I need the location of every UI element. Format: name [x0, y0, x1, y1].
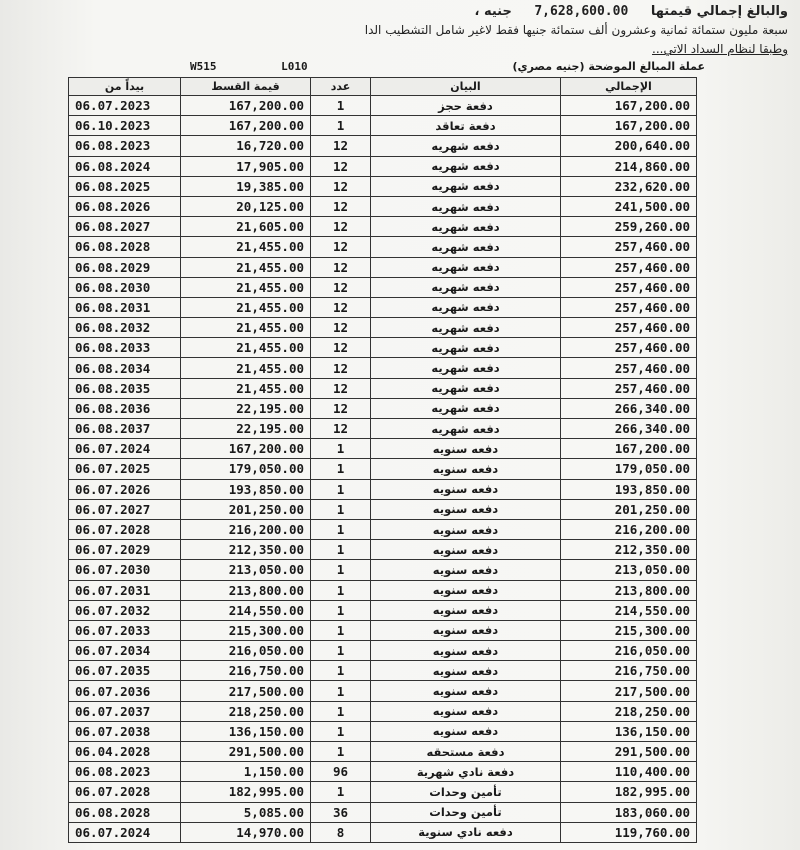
cell-total: 136,150.00 [561, 721, 697, 741]
cell-description: دفعه شهريه [371, 176, 561, 196]
cell-count: 12 [311, 176, 371, 196]
cell-count: 1 [311, 620, 371, 640]
cell-description: دفعه سنويه [371, 681, 561, 701]
cell-total: 216,750.00 [561, 661, 697, 681]
cell-date: 06.10.2023 [69, 116, 181, 136]
cell-count: 12 [311, 156, 371, 176]
cell-description: دفعة نادي شهرية [371, 762, 561, 782]
payment-system-intro: وطبقا لنظام السداد الاتي... [652, 42, 788, 56]
cell-installment: 21,455.00 [181, 358, 311, 378]
cell-total: 218,250.00 [561, 701, 697, 721]
cell-count: 1 [311, 519, 371, 539]
cell-count: 1 [311, 721, 371, 741]
cell-description: دفعه شهريه [371, 196, 561, 216]
cell-installment: 21,455.00 [181, 237, 311, 257]
cell-date: 06.08.2023 [69, 136, 181, 156]
cell-count: 12 [311, 318, 371, 338]
table-row [69, 499, 697, 519]
cell-date: 06.08.2028 [69, 237, 181, 257]
cell-total: 266,340.00 [561, 419, 697, 439]
cell-description: دفعه سنويه [371, 580, 561, 600]
table-row [69, 318, 697, 338]
cell-total: 201,250.00 [561, 499, 697, 519]
table-row [69, 338, 697, 358]
cell-installment: 218,250.00 [181, 701, 311, 721]
table-row [69, 196, 697, 216]
cell-installment: 21,455.00 [181, 318, 311, 338]
cell-description: دفعه شهريه [371, 338, 561, 358]
unit-codes [190, 60, 366, 73]
cell-installment: 217,500.00 [181, 681, 311, 701]
cell-date: 06.07.2030 [69, 560, 181, 580]
total-amount-label: والبالغ إجمالي قيمتها [650, 4, 788, 19]
cell-date: 06.07.2028 [69, 519, 181, 539]
cell-date: 06.07.2025 [69, 459, 181, 479]
cell-date: 06.08.2024 [69, 156, 181, 176]
col-header-installment: قيمة القسط [181, 78, 311, 96]
table-row [69, 600, 697, 620]
cell-description: دفعه شهريه [371, 378, 561, 398]
col-header-description: البيان [371, 78, 561, 96]
cell-count: 1 [311, 499, 371, 519]
cell-installment: 216,200.00 [181, 519, 311, 539]
cell-total: 257,460.00 [561, 237, 697, 257]
cell-date: 06.08.2029 [69, 257, 181, 277]
cell-installment: 21,455.00 [181, 378, 311, 398]
cell-total: 257,460.00 [561, 257, 697, 277]
table-row [69, 176, 697, 196]
cell-total: 167,200.00 [561, 439, 697, 459]
cell-date: 06.07.2033 [69, 620, 181, 640]
cell-installment: 167,200.00 [181, 96, 311, 116]
cell-installment: 213,800.00 [181, 580, 311, 600]
cell-description: دفعه سنويه [371, 661, 561, 681]
cell-count: 12 [311, 257, 371, 277]
total-amount-currency: جنيه ، [474, 4, 512, 19]
cell-total: 217,500.00 [561, 681, 697, 701]
cell-total: 257,460.00 [561, 318, 697, 338]
table-row [69, 136, 697, 156]
cell-count: 1 [311, 96, 371, 116]
cell-installment: 136,150.00 [181, 721, 311, 741]
cell-description: دفعه سنويه [371, 499, 561, 519]
cell-installment: 21,455.00 [181, 297, 311, 317]
table-row [69, 742, 697, 762]
cell-count: 96 [311, 762, 371, 782]
table-row [69, 358, 697, 378]
cell-count: 12 [311, 237, 371, 257]
table-row [69, 802, 697, 822]
cell-total: 214,550.00 [561, 600, 697, 620]
cell-total: 291,500.00 [561, 742, 697, 762]
cell-total: 182,995.00 [561, 782, 697, 802]
cell-description: دفعه سنويه [371, 519, 561, 539]
cell-total: 215,300.00 [561, 620, 697, 640]
cell-date: 06.08.2030 [69, 277, 181, 297]
cell-total: 257,460.00 [561, 277, 697, 297]
col-header-count: عدد [311, 78, 371, 96]
cell-total: 266,340.00 [561, 398, 697, 418]
table-row [69, 620, 697, 640]
cell-date: 06.08.2034 [69, 358, 181, 378]
table-row [69, 217, 697, 237]
cell-count: 1 [311, 661, 371, 681]
cell-date: 06.08.2033 [69, 338, 181, 358]
cell-count: 1 [311, 560, 371, 580]
table-row [69, 237, 697, 257]
cell-installment: 216,750.00 [181, 661, 311, 681]
table-row [69, 701, 697, 721]
cell-description: دفعه شهريه [371, 358, 561, 378]
table-row [69, 822, 697, 842]
cell-count: 1 [311, 681, 371, 701]
cell-date: 06.08.2025 [69, 176, 181, 196]
cell-count: 12 [311, 136, 371, 156]
table-header-row [69, 78, 697, 96]
cell-date: 06.07.2024 [69, 822, 181, 842]
cell-installment: 167,200.00 [181, 439, 311, 459]
cell-total: 257,460.00 [561, 378, 697, 398]
table-row [69, 519, 697, 539]
cell-count: 1 [311, 580, 371, 600]
cell-installment: 291,500.00 [181, 742, 311, 762]
cell-description: دفعه شهريه [371, 257, 561, 277]
cell-date: 06.08.2026 [69, 196, 181, 216]
cell-date: 06.04.2028 [69, 742, 181, 762]
cell-count: 1 [311, 701, 371, 721]
cell-count: 12 [311, 297, 371, 317]
cell-description: دفعه سنويه [371, 641, 561, 661]
cell-description: تأمين وحدات [371, 782, 561, 802]
cell-installment: 16,720.00 [181, 136, 311, 156]
cell-installment: 182,995.00 [181, 782, 311, 802]
cell-count: 8 [311, 822, 371, 842]
payment-schedule-table [68, 77, 697, 843]
cell-installment: 21,455.00 [181, 338, 311, 358]
table-row [69, 762, 697, 782]
cell-date: 06.08.2036 [69, 398, 181, 418]
cell-installment: 213,050.00 [181, 560, 311, 580]
cell-total: 212,350.00 [561, 540, 697, 560]
cell-count: 12 [311, 378, 371, 398]
cell-description: دفعه سنويه [371, 600, 561, 620]
cell-count: 36 [311, 802, 371, 822]
cell-total: 200,640.00 [561, 136, 697, 156]
table-row [69, 439, 697, 459]
cell-description: دفعه سنويه [371, 560, 561, 580]
cell-total: 257,460.00 [561, 297, 697, 317]
cell-date: 06.07.2037 [69, 701, 181, 721]
cell-date: 06.08.2028 [69, 802, 181, 822]
cell-date: 06.08.2032 [69, 318, 181, 338]
cell-installment: 20,125.00 [181, 196, 311, 216]
table-row [69, 116, 697, 136]
cell-installment: 21,605.00 [181, 217, 311, 237]
cell-description: دفعه شهريه [371, 419, 561, 439]
cell-description: دفعه شهريه [371, 136, 561, 156]
cell-installment: 17,905.00 [181, 156, 311, 176]
cell-total: 193,850.00 [561, 479, 697, 499]
cell-installment: 21,455.00 [181, 257, 311, 277]
cell-date: 06.07.2028 [69, 782, 181, 802]
table-row [69, 782, 697, 802]
cell-installment: 214,550.00 [181, 600, 311, 620]
cell-installment: 22,195.00 [181, 419, 311, 439]
cell-date: 06.07.2023 [69, 96, 181, 116]
cell-description: دفعه شهريه [371, 277, 561, 297]
cell-total: 183,060.00 [561, 802, 697, 822]
table-row [69, 580, 697, 600]
table-row [69, 459, 697, 479]
cell-description: تأمين وحدات [371, 802, 561, 822]
cell-description: دفعة مستحقه [371, 742, 561, 762]
cell-count: 1 [311, 600, 371, 620]
cell-date: 06.08.2037 [69, 419, 181, 439]
cell-total: 179,050.00 [561, 459, 697, 479]
cell-installment: 19,385.00 [181, 176, 311, 196]
cell-installment: 212,350.00 [181, 540, 311, 560]
cell-count: 12 [311, 398, 371, 418]
cell-count: 1 [311, 540, 371, 560]
building-code: W515 [190, 60, 217, 73]
total-amount-line [168, 2, 788, 21]
cell-count: 1 [311, 439, 371, 459]
table-body [69, 96, 697, 843]
cell-count: 12 [311, 217, 371, 237]
cell-count: 1 [311, 742, 371, 762]
cell-count: 1 [311, 459, 371, 479]
cell-installment: 193,850.00 [181, 479, 311, 499]
cell-installment: 216,050.00 [181, 641, 311, 661]
col-header-date: بيداً من [69, 78, 181, 96]
table-row [69, 96, 697, 116]
table-row [69, 156, 697, 176]
table-row [69, 398, 697, 418]
table-row [69, 277, 697, 297]
cell-installment: 14,970.00 [181, 822, 311, 842]
cell-date: 06.07.2027 [69, 499, 181, 519]
cell-total: 213,800.00 [561, 580, 697, 600]
cell-total: 216,050.00 [561, 641, 697, 661]
table-row [69, 681, 697, 701]
cell-description: دفعه سنويه [371, 479, 561, 499]
cell-description: دفعه سنويه [371, 620, 561, 640]
table-row [69, 721, 697, 741]
cell-date: 06.07.2035 [69, 661, 181, 681]
cell-date: 06.07.2036 [69, 681, 181, 701]
cell-count: 1 [311, 782, 371, 802]
table-row [69, 297, 697, 317]
contract-header [168, 2, 788, 59]
cell-date: 06.07.2024 [69, 439, 181, 459]
table-row [69, 540, 697, 560]
cell-total: 259,260.00 [561, 217, 697, 237]
cell-description: دفعه سنويه [371, 701, 561, 721]
cell-description: دفعه سنويه [371, 540, 561, 560]
cell-count: 12 [311, 338, 371, 358]
cell-installment: 179,050.00 [181, 459, 311, 479]
cell-installment: 5,085.00 [181, 802, 311, 822]
cell-total: 214,860.00 [561, 156, 697, 176]
cell-total: 241,500.00 [561, 196, 697, 216]
amount-in-words: سبعة مليون ستمائة ثمانية وعشرون ألف ستمائة جنيها فقط لاغير شامل التشطيب الدا [364, 23, 788, 37]
cell-installment: 21,455.00 [181, 277, 311, 297]
currency-note: عملة المبالغ الموضحة (جنيه مصري) [512, 60, 705, 73]
cell-installment: 215,300.00 [181, 620, 311, 640]
cell-total: 119,760.00 [561, 822, 697, 842]
cell-description: دفعه شهريه [371, 297, 561, 317]
cell-description: دفعة حجز [371, 96, 561, 116]
cell-total: 257,460.00 [561, 358, 697, 378]
cell-description: دفعة تعاقد [371, 116, 561, 136]
cell-count: 1 [311, 116, 371, 136]
cell-total: 257,460.00 [561, 338, 697, 358]
cell-count: 1 [311, 641, 371, 661]
unit-code: L010 [281, 60, 308, 73]
cell-description: دفعه سنويه [371, 459, 561, 479]
table-row [69, 661, 697, 681]
cell-date: 06.07.2029 [69, 540, 181, 560]
cell-description: دفعه شهريه [371, 217, 561, 237]
cell-installment: 22,195.00 [181, 398, 311, 418]
cell-total: 110,400.00 [561, 762, 697, 782]
cell-description: دفعه نادي سنوية [371, 822, 561, 842]
cell-count: 12 [311, 358, 371, 378]
cell-date: 06.08.2027 [69, 217, 181, 237]
cell-total: 216,200.00 [561, 519, 697, 539]
col-header-total: الإجمالي [561, 78, 697, 96]
cell-count: 12 [311, 419, 371, 439]
cell-total: 232,620.00 [561, 176, 697, 196]
cell-description: دفعه شهريه [371, 398, 561, 418]
cell-installment: 201,250.00 [181, 499, 311, 519]
table-row [69, 257, 697, 277]
cell-total: 167,200.00 [561, 96, 697, 116]
cell-date: 06.08.2035 [69, 378, 181, 398]
cell-date: 06.07.2026 [69, 479, 181, 499]
cell-date: 06.08.2031 [69, 297, 181, 317]
cell-date: 06.07.2034 [69, 641, 181, 661]
cell-installment: 1,150.00 [181, 762, 311, 782]
cell-date: 06.08.2023 [69, 762, 181, 782]
total-amount-value: 7,628,600.00 [534, 4, 629, 19]
cell-date: 06.07.2031 [69, 580, 181, 600]
cell-description: دفعه سنويه [371, 721, 561, 741]
table-row [69, 641, 697, 661]
cell-description: دفعه سنويه [371, 439, 561, 459]
cell-count: 12 [311, 196, 371, 216]
cell-description: دفعه شهريه [371, 237, 561, 257]
cell-count: 1 [311, 479, 371, 499]
table-row [69, 560, 697, 580]
cell-date: 06.07.2032 [69, 600, 181, 620]
table-row [69, 378, 697, 398]
cell-date: 06.07.2038 [69, 721, 181, 741]
cell-installment: 167,200.00 [181, 116, 311, 136]
cell-description: دفعه شهريه [371, 318, 561, 338]
cell-total: 167,200.00 [561, 116, 697, 136]
cell-count: 12 [311, 277, 371, 297]
cell-total: 213,050.00 [561, 560, 697, 580]
table-row [69, 419, 697, 439]
cell-description: دفعه شهريه [371, 156, 561, 176]
table-row [69, 479, 697, 499]
